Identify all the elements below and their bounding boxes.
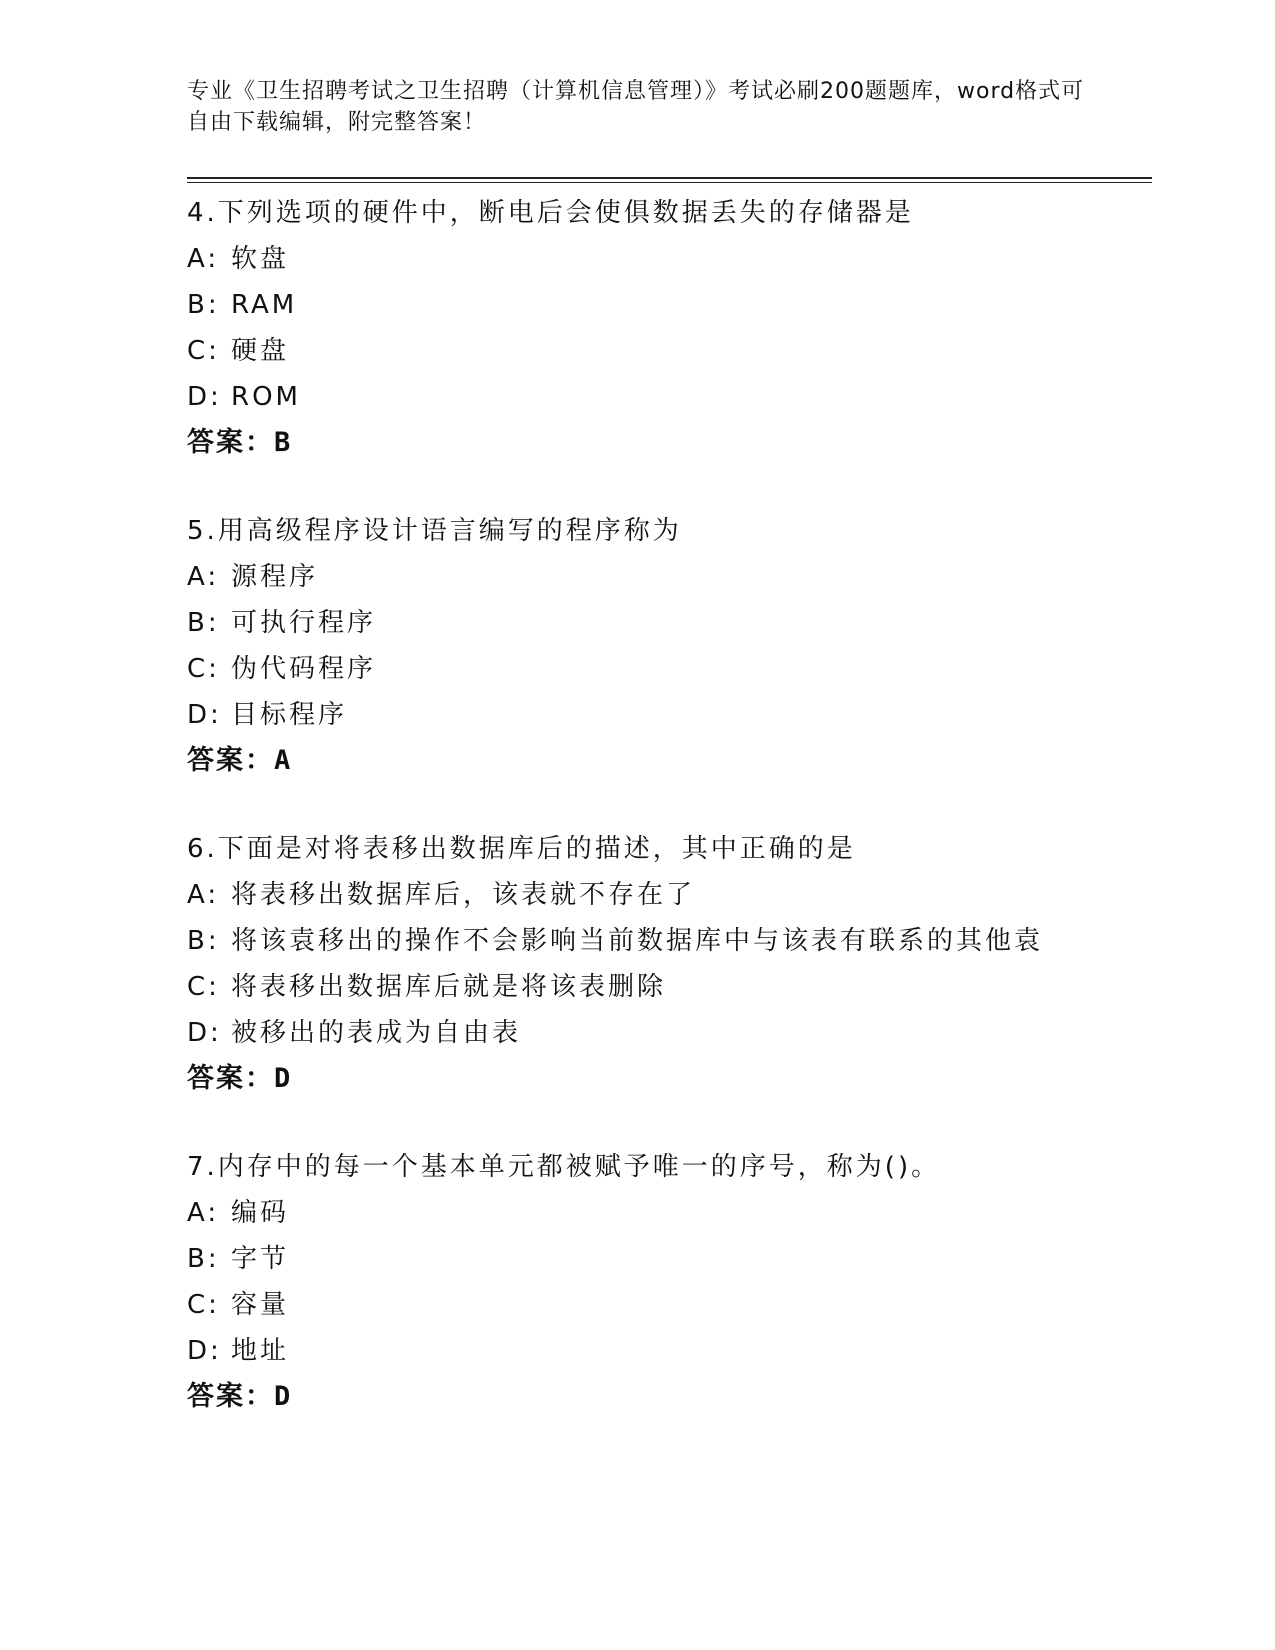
option-a — [187, 872, 1147, 918]
option-d — [187, 1328, 1147, 1374]
option-b — [187, 282, 1147, 328]
question-title: 4.下列选项的硬件中，断电后会使俱数据丢失的存储器是 — [187, 198, 914, 228]
option-key: D: — [187, 1336, 222, 1366]
document-intro: 专业《卫生招聘考试之卫生招聘（计算机信息管理）》考试必刷200题题库，word格式可自由下载编辑，附完整答案！ — [187, 79, 1085, 135]
answer-label: 答案： — [187, 745, 274, 776]
option-text: 将表移出数据库后，该表就不存在了 — [231, 880, 696, 910]
option-key: C: — [187, 654, 220, 684]
option-key: D: — [187, 1018, 222, 1048]
option-a — [187, 554, 1147, 600]
option-text: 软盘 — [231, 244, 290, 274]
option-key: B: — [187, 1244, 220, 1274]
option-key: A: — [187, 562, 220, 592]
option-c — [187, 964, 1147, 1010]
option-key: A: — [187, 880, 220, 910]
option-key: A: — [187, 244, 220, 274]
question-list — [187, 190, 1147, 1420]
answer-line — [187, 738, 1147, 784]
option-d — [187, 692, 1147, 738]
answer-value: B — [274, 427, 293, 458]
question-item — [187, 508, 1147, 784]
option-key: A: — [187, 1198, 220, 1228]
option-text: 被移出的表成为自由表 — [231, 1018, 522, 1048]
question-title: 7.内存中的每一个基本单元都被赋予唯一的序号，称为()。 — [187, 1152, 941, 1182]
header-divider-thick — [187, 177, 1152, 179]
answer-value: D — [274, 1381, 293, 1412]
option-c — [187, 328, 1147, 374]
option-text: 可执行程序 — [231, 608, 377, 638]
option-c — [187, 646, 1147, 692]
option-key: B: — [187, 926, 220, 956]
option-d — [187, 374, 1147, 420]
answer-line — [187, 420, 1147, 466]
question-title: 6.下面是对将表移出数据库后的描述，其中正确的是 — [187, 834, 856, 864]
option-text: 字节 — [231, 1244, 290, 1274]
question-item — [187, 826, 1147, 1102]
option-b — [187, 600, 1147, 646]
question-item — [187, 190, 1147, 466]
option-text: 伪代码程序 — [231, 654, 377, 684]
answer-line — [187, 1374, 1147, 1420]
header-divider-thin — [187, 182, 1152, 183]
question-title: 5.用高级程序设计语言编写的程序称为 — [187, 516, 682, 546]
option-d — [187, 1010, 1147, 1056]
option-key: C: — [187, 1290, 220, 1320]
option-text: 地址 — [231, 1336, 290, 1366]
option-a — [187, 1190, 1147, 1236]
option-text: 将该袁移出的操作不会影响当前数据库中与该表有联系的其他袁 — [231, 926, 1044, 956]
option-text: RAM — [231, 290, 298, 320]
answer-value: D — [274, 1063, 293, 1094]
option-text: 将表移出数据库后就是将该表删除 — [231, 972, 667, 1002]
option-text: ROM — [231, 382, 301, 412]
option-a — [187, 236, 1147, 282]
option-key: B: — [187, 608, 220, 638]
answer-line — [187, 1056, 1147, 1102]
option-text: 编码 — [231, 1198, 290, 1228]
option-key: D: — [187, 700, 222, 730]
option-text: 源程序 — [231, 562, 319, 592]
option-key: D: — [187, 382, 222, 412]
option-c — [187, 1282, 1147, 1328]
option-key: B: — [187, 290, 220, 320]
answer-label: 答案： — [187, 427, 274, 458]
answer-value: A — [274, 745, 293, 776]
answer-label: 答案： — [187, 1381, 274, 1412]
question-item — [187, 1144, 1147, 1420]
option-key: C: — [187, 972, 220, 1002]
option-b — [187, 1236, 1147, 1282]
answer-label: 答案： — [187, 1063, 274, 1094]
option-text: 目标程序 — [231, 700, 348, 730]
option-key: C: — [187, 336, 220, 366]
option-text: 硬盘 — [231, 336, 290, 366]
option-b — [187, 918, 1147, 964]
option-text: 容量 — [231, 1290, 290, 1320]
